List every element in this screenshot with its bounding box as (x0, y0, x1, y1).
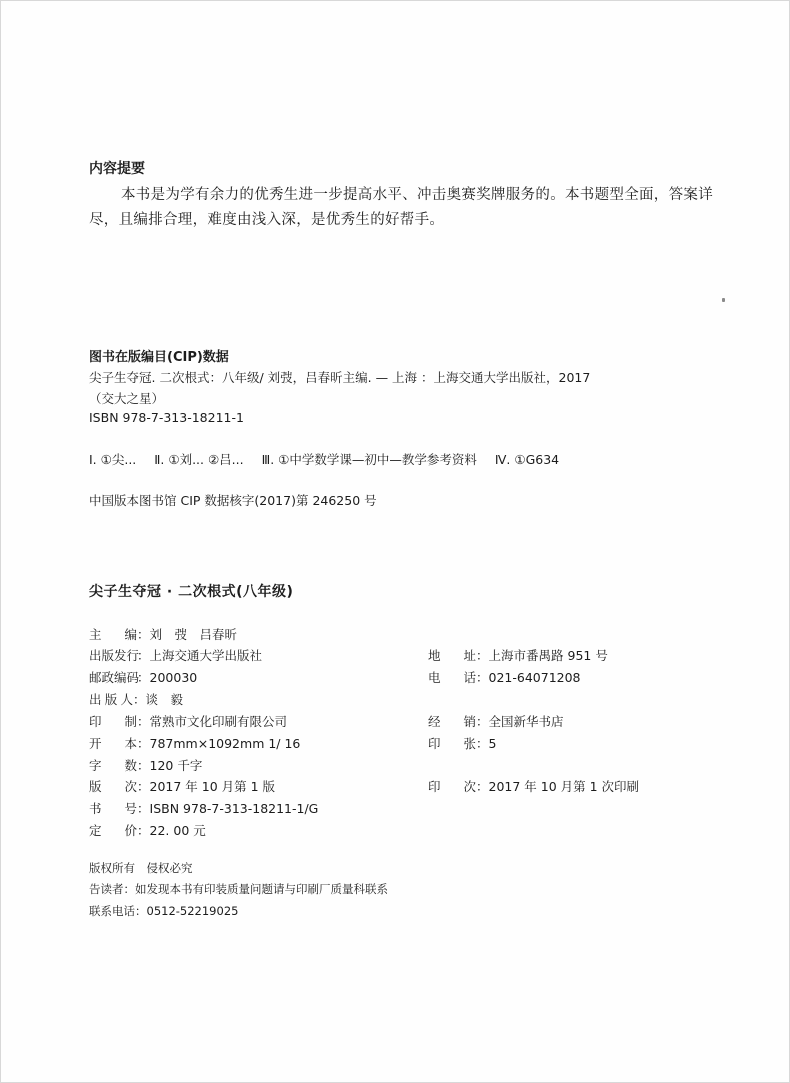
detail-value: 谈 毅 (145, 692, 184, 707)
contact-phone: 联系电话：0512-52219025 (89, 904, 239, 918)
cip-class-4: Ⅳ. ①G634 (494, 452, 560, 467)
cip-isbn-line: ISBN 978-7-313-18211-1 (89, 410, 244, 425)
detail-printer: 印制：常熟市文化印刷有限公司 (89, 714, 288, 729)
detail-edition: 版次：2017 年 10 月第 1 版 (89, 779, 276, 794)
detail-format: 开本：787mm×1092mm 1/ 16 (89, 736, 301, 751)
page-speck (722, 298, 725, 302)
detail-label: 开本 (89, 736, 137, 751)
detail-value: 全国新华书店 (488, 714, 564, 729)
detail-phone: 电话：021-64071208 (428, 670, 581, 685)
detail-label: 印制 (89, 714, 137, 729)
detail-value: ISBN 978-7-313-18211-1/G (149, 801, 319, 816)
reader-notice: 告读者：如发现本书有印装质量问题请与印刷厂质量科联系 (89, 882, 388, 896)
cip-record-number: 中国版本图书馆 CIP 数据核字(2017)第 246250 号 (89, 493, 377, 508)
detail-address: 地址：上海市番禺路 951 号 (428, 648, 608, 663)
detail-printing: 印次：2017 年 10 月第 1 次印刷 (428, 779, 640, 794)
summary-line-2: 尽，且编排合理，难度由浅入深，是优秀生的好帮手。 (89, 212, 445, 228)
detail-label: 电话 (428, 670, 476, 685)
cip-heading: 图书在版编目(CIP)数据 (89, 350, 229, 365)
detail-isbn: 书号：ISBN 978-7-313-18211-1/G (89, 801, 319, 816)
detail-value: 5 (488, 736, 497, 751)
detail-label: 地址 (428, 648, 476, 663)
detail-label: 定价 (89, 823, 137, 838)
detail-value: 021-64071208 (488, 670, 581, 685)
detail-label: 字数 (89, 758, 137, 773)
detail-postcode: 邮政编码：200030 (89, 670, 198, 685)
detail-distributor: 经销：全国新华书店 (428, 714, 564, 729)
detail-label: 出版人 (89, 692, 133, 707)
detail-value: 常熟市文化印刷有限公司 (149, 714, 288, 729)
detail-word-count: 字数：120 千字 (89, 758, 203, 773)
detail-editor: 主编：刘 弢 吕春昕 (89, 627, 238, 642)
detail-value: 22. 00 元 (149, 823, 206, 838)
detail-value: 120 千字 (149, 758, 203, 773)
detail-value: 上海市番禺路 951 号 (488, 648, 608, 663)
detail-label: 书号 (89, 801, 137, 816)
detail-label: 版次 (89, 779, 137, 794)
detail-publisher: 出版发行：上海交通大学出版社 (89, 648, 263, 663)
detail-value: 200030 (149, 670, 198, 685)
summary-line-1: 本书是为学有余力的优秀生进一步提高水平、冲击奥赛奖牌服务的。本书题型全面，答案详 (121, 187, 713, 203)
summary-heading: 内容提要 (89, 161, 145, 177)
detail-publisher-person: 出版人：谈 毅 (89, 692, 184, 707)
detail-value: 2017 年 10 月第 1 版 (149, 779, 276, 794)
cip-class-3: Ⅲ. ①中学数学课—初中—教学参考资料 (261, 452, 477, 467)
cip-class-2: Ⅱ. ①刘... ②吕... (154, 452, 244, 467)
cip-series-line: （交大之星） (89, 391, 165, 406)
cip-classification (89, 450, 559, 468)
detail-label: 经销 (428, 714, 476, 729)
book-title: 尖子生夺冠 · 二次根式(八年级) (89, 584, 294, 600)
detail-label: 印张 (428, 736, 476, 751)
detail-price: 定价：22. 00 元 (89, 823, 206, 838)
detail-label: 邮政编码 (89, 670, 140, 685)
detail-label: 出版发行 (89, 648, 140, 663)
detail-label: 主编 (89, 627, 137, 642)
cip-title-line: 尖子生夺冠. 二次根式：八年级/ 刘弢，吕春昕主编. — 上海 ：上海交通大学出版社，2017 (89, 370, 591, 385)
detail-label: 印次 (428, 779, 476, 794)
detail-value: 787mm×1092mm 1/ 16 (149, 736, 301, 751)
detail-value: 上海交通大学出版社 (149, 648, 263, 663)
detail-value: 2017 年 10 月第 1 次印刷 (488, 779, 640, 794)
copyright-notice: 版权所有 侵权必究 (89, 861, 193, 875)
detail-sheets: 印张：5 (428, 736, 497, 751)
detail-value: 刘 弢 吕春昕 (149, 627, 238, 642)
cip-class-1: Ⅰ. ①尖... (89, 452, 137, 467)
